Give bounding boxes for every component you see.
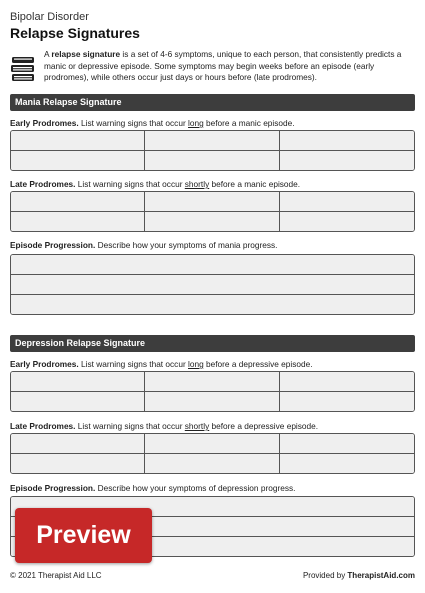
depression-early-field-3[interactable] (280, 372, 414, 392)
mania-progression-line-2[interactable] (11, 275, 414, 295)
books-icon (10, 54, 36, 84)
mania-early-field-4[interactable] (11, 151, 145, 170)
depression-early-field-6[interactable] (280, 392, 414, 411)
mania-late-field-2[interactable] (145, 192, 279, 212)
worksheet-topic: Bipolar Disorder (10, 11, 89, 23)
mania-progression-line-3[interactable] (11, 295, 414, 314)
worksheet-title: Relapse Signatures (10, 25, 140, 41)
depression-late-prompt: Late Prodromes. List warning signs that occur shortly before a depressive episode. (10, 421, 319, 431)
intro-text: A relapse signature is a set of 4-6 symptoms, unique to each person, that consistently predicts a manic or depressive episode. Some symptoms may begin weeks before an episode (early prodromes), while others occur just days or hours before (late prodromes). (44, 49, 402, 82)
mania-late-field-4[interactable] (11, 212, 145, 231)
mania-early-grid (10, 130, 415, 171)
depression-late-field-4[interactable] (11, 454, 145, 473)
footer-provided-by: Provided by TherapistAid.com (302, 571, 415, 580)
depression-late-field-3[interactable] (280, 434, 414, 454)
intro-block (10, 49, 415, 84)
mania-early-prompt: Early Prodromes. List warning signs that occur long before a manic episode. (10, 118, 295, 128)
intro-term: relapse signature (51, 49, 121, 59)
mania-early-field-3[interactable] (280, 131, 414, 151)
depression-progression-prompt: Episode Progression. Describe how your symptoms of depression progress. (10, 483, 296, 493)
depression-early-grid (10, 371, 415, 412)
mania-late-field-6[interactable] (280, 212, 414, 231)
footer-site-link[interactable]: TherapistAid.com (347, 571, 415, 580)
depression-late-field-6[interactable] (280, 454, 414, 473)
depression-early-prompt: Early Prodromes. List warning signs that occur long before a depressive episode. (10, 359, 313, 369)
preview-badge: Preview (15, 508, 152, 563)
mania-progression-line-1[interactable] (11, 255, 414, 275)
mania-progression-prompt: Episode Progression. Describe how your symptoms of mania progress. (10, 240, 278, 250)
mania-late-grid (10, 191, 415, 232)
mania-early-field-2[interactable] (145, 131, 279, 151)
depression-section-heading: Depression Relapse Signature (10, 335, 415, 352)
mania-late-field-3[interactable] (280, 192, 414, 212)
mania-progression-area (10, 254, 415, 315)
depression-late-field-2[interactable] (145, 434, 279, 454)
depression-late-grid (10, 433, 415, 474)
mania-early-field-5[interactable] (145, 151, 279, 170)
mania-late-prompt: Late Prodromes. List warning signs that occur shortly before a manic episode. (10, 179, 301, 189)
footer-copyright: © 2021 Therapist Aid LLC (10, 571, 102, 580)
mania-early-field-1[interactable] (11, 131, 145, 151)
mania-early-field-6[interactable] (280, 151, 414, 170)
mania-section-heading: Mania Relapse Signature (10, 94, 415, 111)
depression-late-field-1[interactable] (11, 434, 145, 454)
depression-early-field-5[interactable] (145, 392, 279, 411)
depression-early-field-2[interactable] (145, 372, 279, 392)
mania-late-field-1[interactable] (11, 192, 145, 212)
depression-late-field-5[interactable] (145, 454, 279, 473)
depression-early-field-4[interactable] (11, 392, 145, 411)
mania-late-field-5[interactable] (145, 212, 279, 231)
depression-early-field-1[interactable] (11, 372, 145, 392)
